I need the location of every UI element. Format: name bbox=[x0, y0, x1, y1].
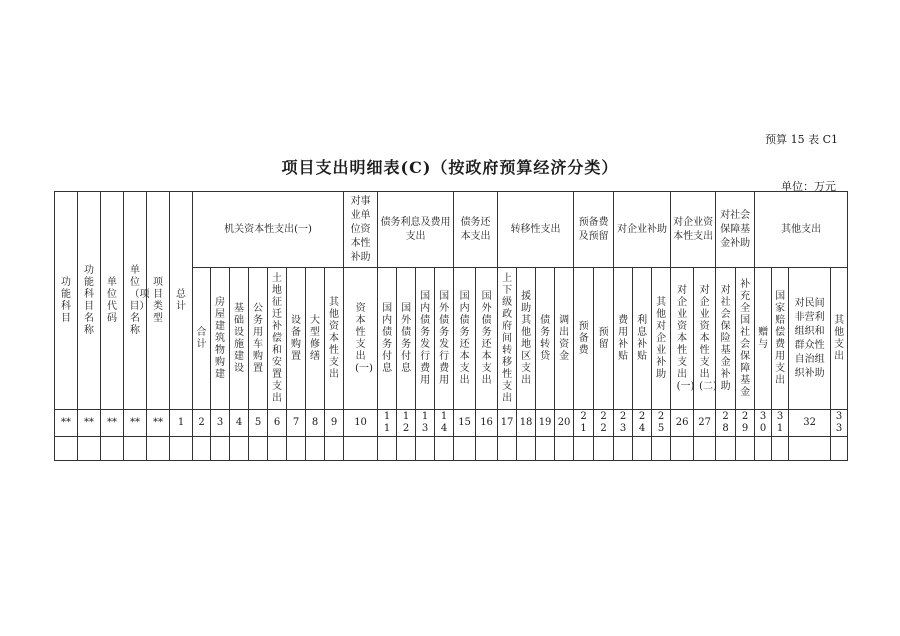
sub-header: 其他对企业补助 bbox=[652, 268, 671, 410]
sub-header: 对民间非营利组织和群众性自治组织补助 bbox=[789, 268, 831, 410]
number-cell: 27 bbox=[694, 410, 716, 437]
col-header-function-name: 功能科目名称 bbox=[78, 192, 101, 410]
number-cell: 17 bbox=[498, 410, 517, 437]
sub-header: 公务用车购置 bbox=[249, 268, 268, 410]
number-cell: 1 bbox=[170, 410, 193, 437]
number-cell: 10 bbox=[344, 410, 378, 437]
sub-header: 资本性支出(一) bbox=[344, 268, 378, 410]
sub-header: 大型修缮 bbox=[306, 268, 325, 410]
sub-header: 国内债务还本支出 bbox=[454, 268, 476, 410]
sub-header: 援助其他地区支出 bbox=[517, 268, 536, 410]
number-cell: 24 bbox=[633, 410, 652, 437]
sub-header: 费用补贴 bbox=[614, 268, 633, 410]
number-cell: 19 bbox=[536, 410, 555, 437]
number-cell: ** bbox=[78, 410, 101, 437]
number-cell: 12 bbox=[397, 410, 416, 437]
sub-header: 对企业资本性支出(一) bbox=[671, 268, 694, 410]
number-cell: 14 bbox=[435, 410, 454, 437]
group-header: 转移性支出 bbox=[498, 192, 574, 268]
number-cell: 21 bbox=[574, 410, 594, 437]
group-header: 机关资本性支出(一) bbox=[193, 192, 344, 268]
number-cell: 31 bbox=[772, 410, 789, 437]
number-cell: ** bbox=[55, 410, 78, 437]
number-cell: 25 bbox=[652, 410, 671, 437]
number-cell: 28 bbox=[716, 410, 736, 437]
sub-header: 补充全国社会保障基金 bbox=[736, 268, 755, 410]
number-cell: 32 bbox=[789, 410, 831, 437]
number-cell: 13 bbox=[416, 410, 435, 437]
number-cell: 6 bbox=[268, 410, 287, 437]
col-header-unit-name: 单位（项目）名称 bbox=[124, 192, 147, 410]
sub-header: 赠与 bbox=[755, 268, 772, 410]
sub-header: 其他支出 bbox=[831, 268, 848, 410]
number-cell: 2 bbox=[193, 410, 211, 437]
col-header-project-type: 项目类型 bbox=[147, 192, 170, 410]
sub-header: 预备费 bbox=[574, 268, 594, 410]
sub-header: 房屋建筑物购建 bbox=[211, 268, 230, 410]
number-cell: 15 bbox=[454, 410, 476, 437]
number-cell: 3 bbox=[211, 410, 230, 437]
number-cell: 18 bbox=[517, 410, 536, 437]
number-cell: 26 bbox=[671, 410, 694, 437]
group-header: 其他支出 bbox=[755, 192, 848, 268]
form-number: 预算 15 表 C1 bbox=[765, 133, 838, 146]
sub-header: 国内债务付息 bbox=[378, 268, 397, 410]
sub-header: 调出资金 bbox=[555, 268, 574, 410]
number-cell: ** bbox=[101, 410, 124, 437]
number-cell: 4 bbox=[230, 410, 249, 437]
number-cell: 8 bbox=[306, 410, 325, 437]
sub-header: 国外债务付息 bbox=[397, 268, 416, 410]
expenditure-table bbox=[54, 191, 848, 461]
sub-header: 债务转贷 bbox=[536, 268, 555, 410]
number-cell: 29 bbox=[736, 410, 755, 437]
group-header: 对事业单位资本性补助 bbox=[344, 192, 378, 268]
group-header: 对社会保障基金补助 bbox=[716, 192, 755, 268]
group-header-row bbox=[55, 192, 848, 268]
col-header-unit-code: 单位代码 bbox=[101, 192, 124, 410]
sub-header: 对企业资本性支出(二) bbox=[694, 268, 716, 410]
sub-header: 对社会保险基金补助 bbox=[716, 268, 736, 410]
group-header: 债务利息及费用支出 bbox=[378, 192, 454, 268]
number-cell: 30 bbox=[755, 410, 772, 437]
number-cell: 16 bbox=[476, 410, 498, 437]
sub-header: 合计 bbox=[193, 268, 211, 410]
group-header: 对企业资本性支出 bbox=[671, 192, 716, 268]
group-header: 债务还本支出 bbox=[454, 192, 498, 268]
unit-label: 单位：万元 bbox=[781, 180, 836, 193]
sub-header: 预留 bbox=[594, 268, 614, 410]
sub-header: 基础设施建设 bbox=[230, 268, 249, 410]
number-cell: 33 bbox=[831, 410, 848, 437]
number-row bbox=[55, 410, 848, 437]
sub-header: 上下级政府间转移性支出 bbox=[498, 268, 517, 410]
group-header: 对企业补助 bbox=[614, 192, 671, 268]
number-cell: 5 bbox=[249, 410, 268, 437]
number-cell: ** bbox=[124, 410, 147, 437]
sub-header: 土地征迁补偿和安置支出 bbox=[268, 268, 287, 410]
sub-header: 国家赔偿费用支出 bbox=[772, 268, 789, 410]
page-title: 项目支出明细表(C)（按政府预算经济分类） bbox=[281, 158, 619, 177]
number-cell: ** bbox=[147, 410, 170, 437]
number-cell: 11 bbox=[378, 410, 397, 437]
empty-data-row bbox=[55, 437, 848, 461]
sub-header: 国外债务发行费用 bbox=[435, 268, 454, 410]
number-cell: 7 bbox=[287, 410, 306, 437]
sub-header: 设备购置 bbox=[287, 268, 306, 410]
sub-header: 利息补贴 bbox=[633, 268, 652, 410]
number-cell: 20 bbox=[555, 410, 574, 437]
sub-header: 国内债务发行费用 bbox=[416, 268, 435, 410]
number-cell: 22 bbox=[594, 410, 614, 437]
number-cell: 23 bbox=[614, 410, 633, 437]
group-header: 预备费及预留 bbox=[574, 192, 614, 268]
sub-header: 其他资本性支出 bbox=[325, 268, 344, 410]
number-cell: 9 bbox=[325, 410, 344, 437]
sub-header: 国外债务还本支出 bbox=[476, 268, 498, 410]
col-header-function-code: 功能科目 bbox=[55, 192, 78, 410]
col-header-total: 总计 bbox=[170, 192, 193, 410]
